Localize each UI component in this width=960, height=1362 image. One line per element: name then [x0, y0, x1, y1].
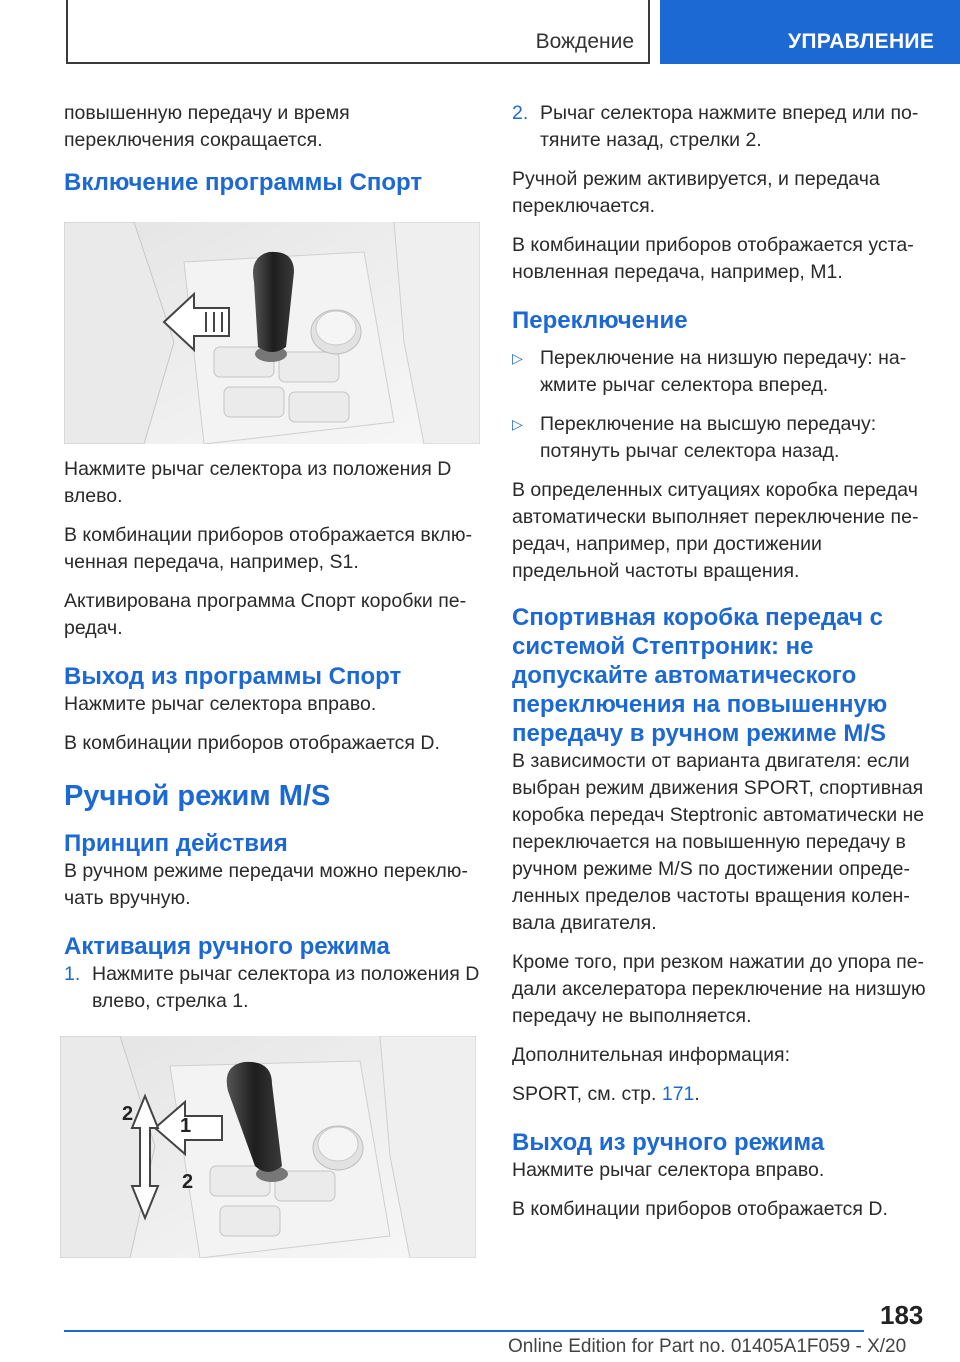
- paragraph: Дополнительная информация:: [512, 1044, 791, 1066]
- paragraph: Нажмите рычаг селектора вправо.: [64, 693, 377, 715]
- page-number: 183: [880, 1300, 924, 1330]
- bullet-text: Переключение на низшую передачу: нажмите рычаг селектора вперед.: [540, 347, 907, 396]
- heading-manual-mode: Ручной режим M/S: [64, 780, 331, 812]
- paragraph: Кроме того, при резком нажатии до упора педали акселератора переключение на низшую передачу не выполняется.: [512, 951, 926, 1027]
- paragraph: В комбинации приборов отображается установленная передача, например, M1.: [512, 234, 914, 283]
- right-column: [512, 100, 928, 1235]
- heading-sport-off: Выход из программы Спорт: [64, 663, 402, 690]
- arrow-label-1: 1: [180, 1115, 192, 1137]
- paragraph: В зависимости от варианта двигателя: если выбран режим движения SPORT, спортивная коробка передач Steptronic автоматически не переключается на повышенную передачу в ручном режиме M/S по достижении определенных пределов частоты вращения коленвала двигателя.: [512, 750, 925, 934]
- selector-lever-manual-illustration: [60, 1036, 476, 1258]
- paragraph: повышенную передачу и время переключения сокращается.: [64, 102, 350, 151]
- paragraph: В комбинации приборов отображается D.: [64, 732, 440, 754]
- figure-selector-lever-sport: [64, 222, 480, 444]
- paragraph: В ручном режиме передачи можно переключать вручную.: [64, 860, 468, 909]
- footer-divider: [64, 1330, 864, 1332]
- page-link[interactable]: 171: [661, 1083, 695, 1105]
- step-number: 1.: [64, 963, 81, 985]
- list-item: [512, 100, 928, 154]
- paragraph: В определенных ситуациях коробка передач автоматически выполняет переключение передач, например, при достижении предельной частоты вращения.: [512, 479, 919, 582]
- paragraph: В комбинации приборов отображается включенная передача, например, S1.: [64, 524, 473, 573]
- heading-manual-off: Выход из ручного режима: [512, 1129, 825, 1156]
- left-column-middle: [64, 456, 480, 1027]
- header-chapter-tab[interactable]: [660, 0, 960, 64]
- triangle-bullet-icon: ▷: [512, 416, 523, 432]
- paragraph: Ручной режим активируется, и передача переключается.: [512, 168, 880, 217]
- heading-activate-manual: Активация ручного режима: [64, 933, 390, 960]
- reference-suffix: .: [694, 1083, 700, 1105]
- arrow-label-2-bottom: 2: [182, 1171, 194, 1193]
- left-column-top: [64, 100, 480, 197]
- arrow-label-2-top: 2: [122, 1103, 134, 1125]
- paragraph-reference: [512, 1081, 928, 1108]
- figure-selector-lever-manual: [60, 1036, 476, 1258]
- list-item: [512, 345, 928, 399]
- heading-shift: Переключение: [512, 307, 688, 334]
- heading-principle: Принцип действия: [64, 830, 288, 857]
- reference-prefix: SPORT, см. стр.: [512, 1083, 657, 1105]
- header-section-box: [66, 0, 650, 64]
- selector-lever-illustration: [64, 222, 480, 444]
- heading-steptronic: Спортивная коробка передач с системой Стептроник: не допускайте автоматического переключения на повышенную передачу в ручном режиме M/S: [512, 604, 888, 747]
- paragraph: Нажмите рычаг селектора вправо.: [512, 1159, 825, 1181]
- footer-edition: Online Edition for Part no. 01405A1F059 - X/20: [508, 1336, 907, 1357]
- list-item: [64, 961, 480, 1015]
- step-number: 2.: [512, 102, 529, 124]
- paragraph: Активирована программа Спорт коробки передач.: [64, 590, 467, 639]
- header-section-title: Вождение: [535, 30, 634, 53]
- paragraph: В комбинации приборов отображается D.: [512, 1198, 888, 1220]
- heading-sport-on: Включение программы Спорт: [64, 169, 423, 196]
- step-text: Рычаг селектора нажмите вперед или потяните назад, стрелки 2.: [540, 102, 919, 151]
- step-text: Нажмите рычаг селектора из положения D влево, стрелка 1.: [92, 963, 480, 1012]
- triangle-bullet-icon: ▷: [512, 350, 523, 366]
- list-item: [512, 411, 928, 465]
- bullet-text: Переключение на высшую передачу: потянуть рычаг селектора назад.: [540, 413, 877, 462]
- header-chapter-title: УПРАВЛЕНИЕ: [788, 30, 935, 53]
- paragraph: Нажмите рычаг селектора из положения D влево.: [64, 458, 452, 507]
